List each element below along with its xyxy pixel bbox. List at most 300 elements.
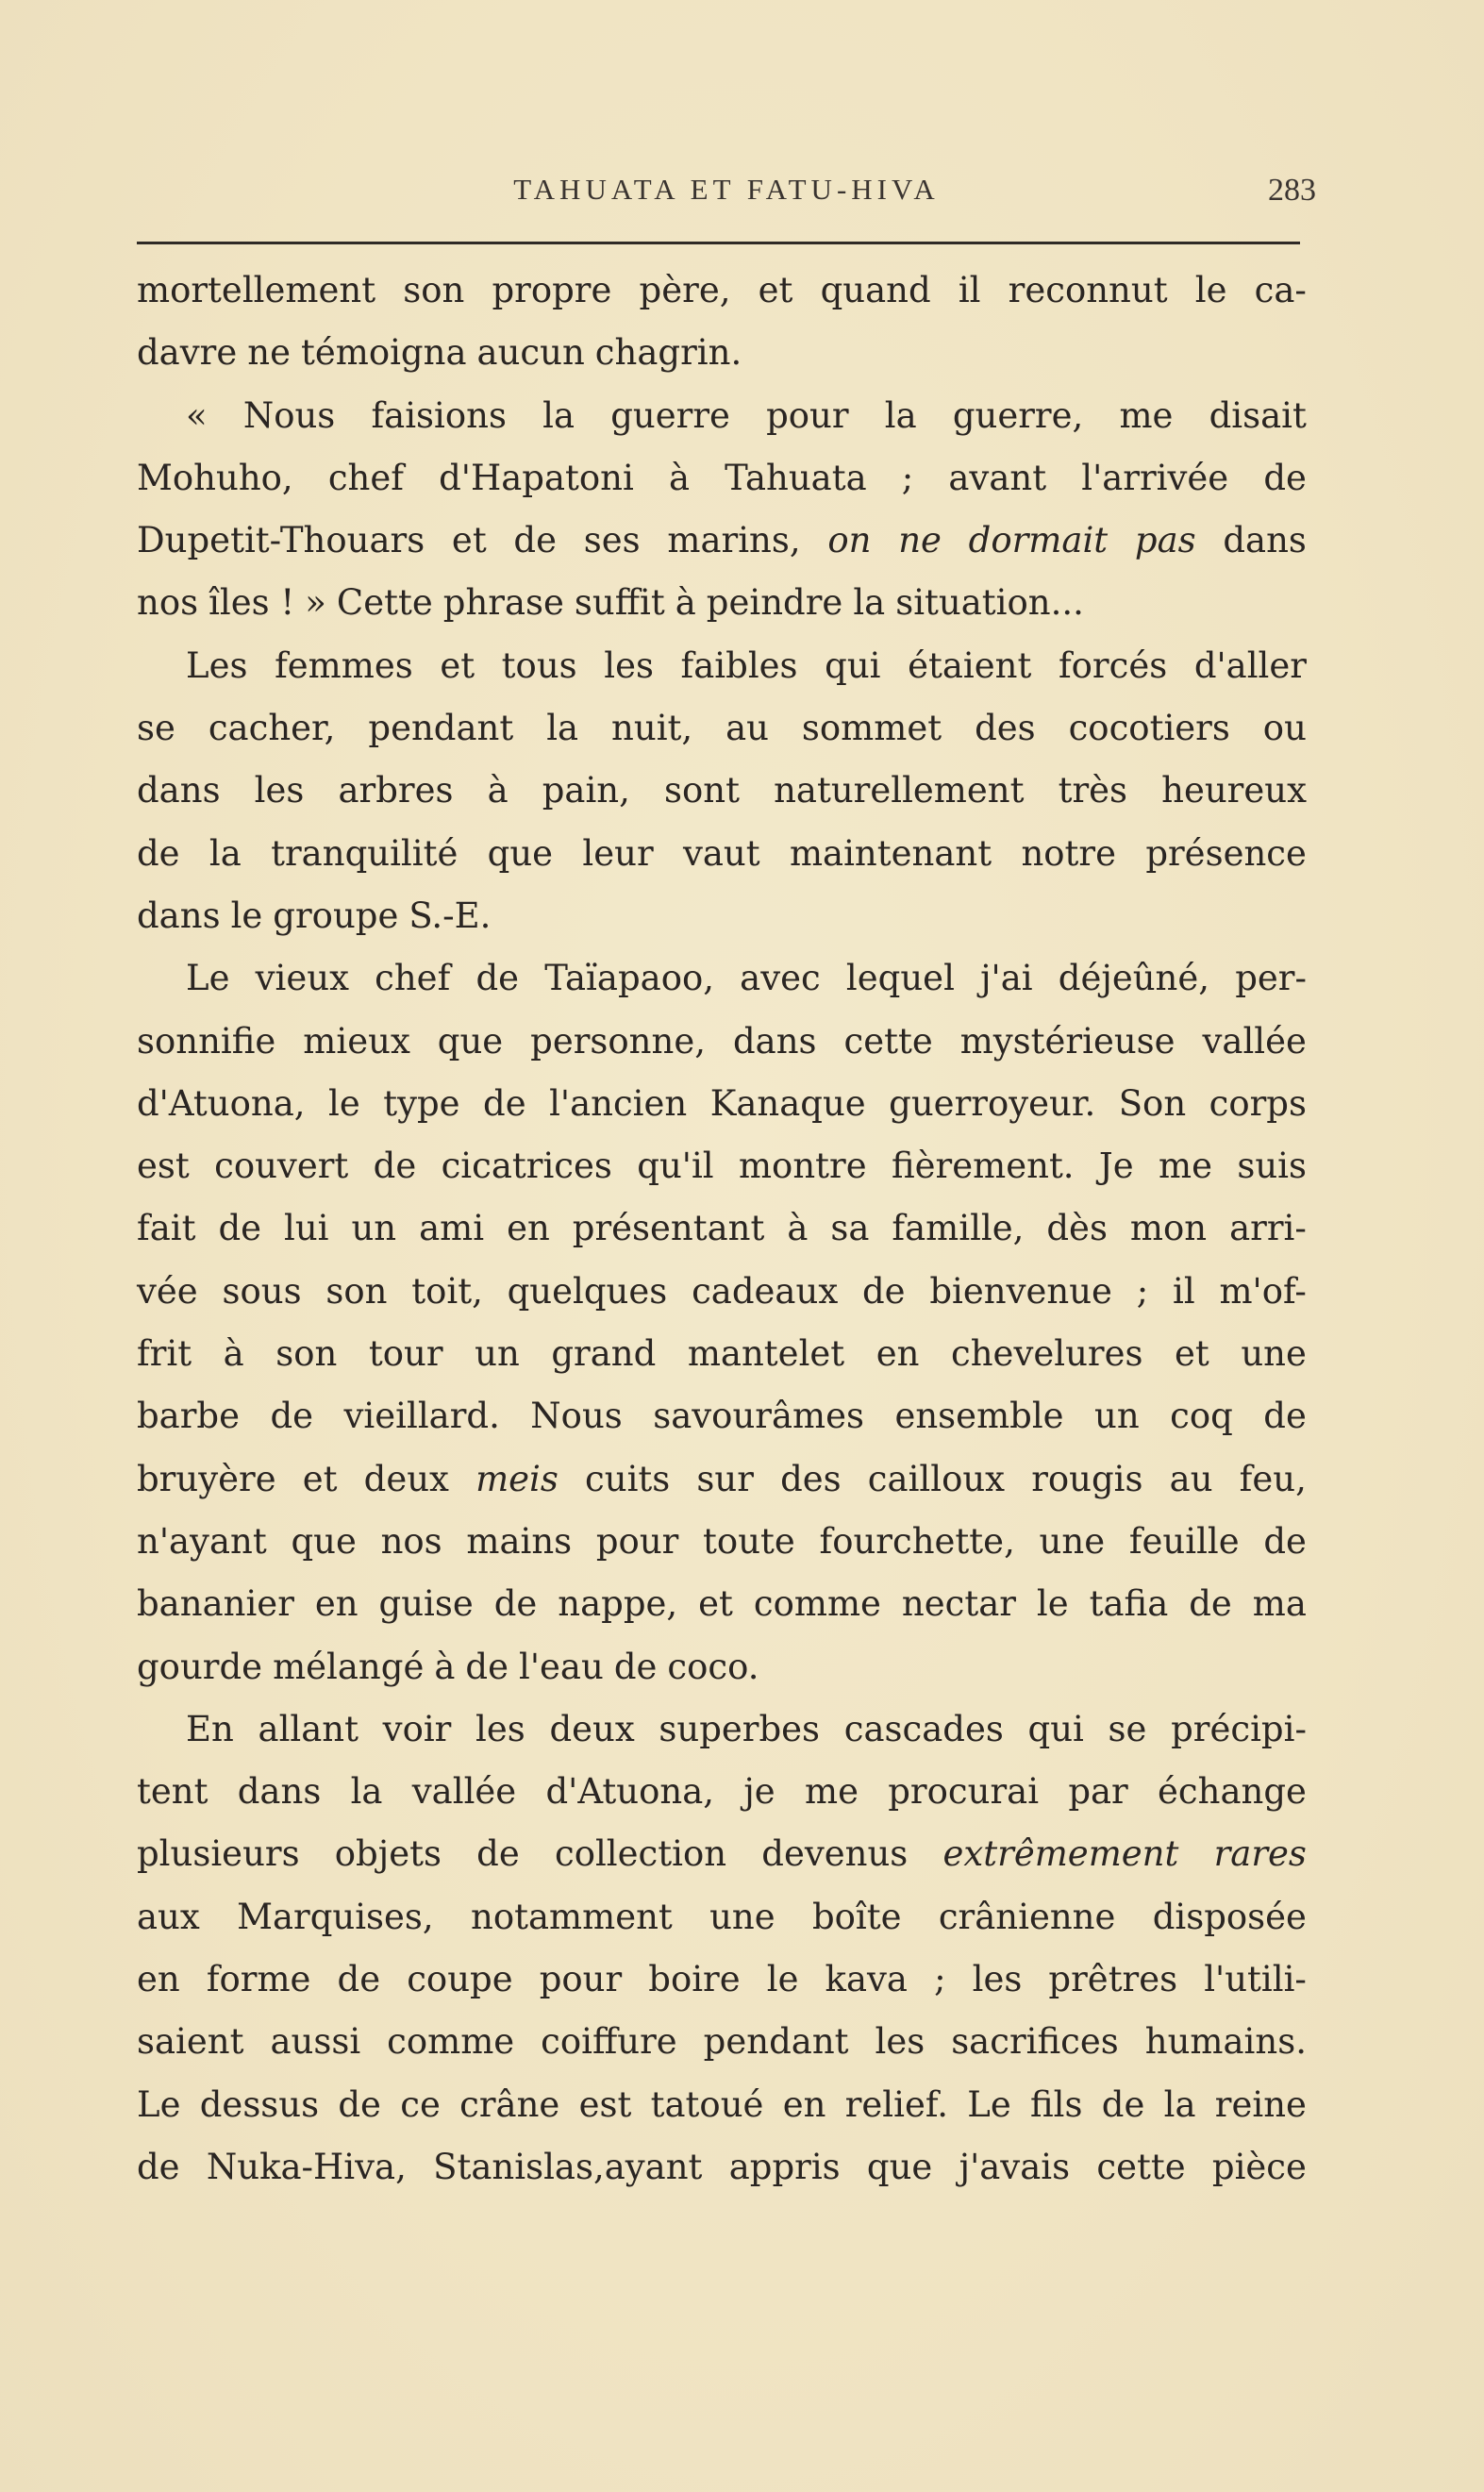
- word: que: [866, 2146, 933, 2187]
- word: des: [975, 708, 1036, 749]
- word: nappe,: [558, 1583, 678, 1625]
- word: présence: [1145, 832, 1307, 874]
- word: me: [804, 1771, 859, 1813]
- word: suis: [1237, 1146, 1307, 1187]
- word: de: [861, 1270, 906, 1312]
- word: d'aller: [1193, 644, 1307, 686]
- word: sonnifie: [137, 1020, 276, 1062]
- word: bienvenue: [929, 1270, 1112, 1312]
- word: notre: [1021, 832, 1116, 874]
- word: Les: [186, 644, 248, 686]
- word: guerre,: [952, 394, 1084, 436]
- word: couvert: [214, 1146, 349, 1187]
- word: frit: [137, 1333, 192, 1375]
- word: Son: [1118, 1082, 1187, 1124]
- word: toute: [703, 1520, 795, 1562]
- word: le: [328, 1082, 360, 1124]
- word: nectar: [901, 1583, 1016, 1625]
- word: corps: [1209, 1082, 1307, 1124]
- word: marins,: [667, 520, 801, 561]
- word: déjeûné,: [1058, 958, 1210, 999]
- word: dès: [1046, 1208, 1108, 1249]
- word: forcés: [1058, 644, 1168, 686]
- word: rougis: [1031, 1458, 1143, 1499]
- word: cascades: [843, 1708, 1004, 1749]
- word: échange: [1158, 1771, 1307, 1813]
- text-line: [137, 697, 1307, 760]
- word: de: [1101, 2083, 1145, 2125]
- word: bruyère: [137, 1458, 276, 1499]
- word: me: [1119, 394, 1174, 436]
- word: deux: [549, 1708, 635, 1749]
- word: forme: [206, 1959, 311, 2000]
- word: la: [853, 582, 886, 624]
- word: de: [1189, 1583, 1232, 1625]
- word: présentant: [572, 1208, 765, 1249]
- word: tour: [368, 1333, 443, 1375]
- word: son: [325, 1270, 388, 1312]
- word: père,: [639, 270, 731, 310]
- word: pendant: [368, 708, 514, 749]
- text-line: [137, 1886, 1307, 1948]
- text-line: [137, 1573, 1307, 1635]
- word: ensemble: [894, 1396, 1064, 1437]
- word: ami: [419, 1208, 485, 1249]
- word: lequel: [845, 958, 955, 999]
- word: dans: [1223, 520, 1307, 561]
- word: dans: [137, 770, 221, 811]
- word: boîte: [811, 1896, 902, 1937]
- word: le: [766, 1959, 799, 2000]
- word: arri-: [1229, 1208, 1307, 1249]
- word: tatoué: [650, 2083, 764, 2125]
- text-line: [137, 1073, 1307, 1135]
- word: maintenant: [789, 832, 992, 874]
- word: en: [782, 2083, 826, 2125]
- word: meis: [475, 1458, 559, 1499]
- word: de: [476, 1833, 520, 1875]
- word: fourchette,: [819, 1520, 1015, 1562]
- word: est: [578, 2083, 632, 2125]
- text-line: [137, 1448, 1307, 1511]
- word: de: [218, 1208, 262, 1249]
- word: mon: [1129, 1208, 1208, 1249]
- word: savourâmes: [653, 1396, 864, 1437]
- word: Le: [186, 958, 230, 999]
- word: pas: [1134, 520, 1196, 561]
- word: en: [875, 1333, 920, 1375]
- word: et: [758, 270, 793, 310]
- word: crânienne: [938, 1896, 1116, 1937]
- text-line: [137, 1011, 1307, 1073]
- word: phrase: [442, 582, 564, 624]
- word: les: [254, 770, 305, 811]
- word: de: [465, 1646, 509, 1687]
- word: ce: [400, 2083, 441, 2125]
- word: les: [604, 644, 654, 686]
- word: se: [137, 708, 175, 749]
- word: dessus: [199, 2083, 320, 2125]
- text-line: [137, 635, 1307, 697]
- text-line: [137, 572, 1307, 634]
- word: chevelures: [951, 1333, 1143, 1375]
- word: sur: [696, 1458, 754, 1499]
- word: vieillard.: [343, 1396, 500, 1437]
- word: pour: [595, 1520, 679, 1562]
- word: vallée: [411, 1771, 517, 1813]
- word: ;: [901, 457, 914, 498]
- text-line: [137, 823, 1307, 885]
- word: de: [475, 958, 520, 999]
- word: mystérieuse: [959, 1020, 1176, 1062]
- text-line: [137, 885, 1307, 947]
- word: des: [780, 1458, 842, 1499]
- word: me: [1159, 1146, 1212, 1187]
- word: ma: [1252, 1583, 1307, 1625]
- word: qui: [1027, 1708, 1084, 1749]
- word: vallée: [1202, 1020, 1307, 1062]
- word: mantelet: [687, 1333, 845, 1375]
- word: un: [475, 1333, 520, 1375]
- word: situation...: [895, 582, 1084, 624]
- page-header: [137, 173, 1316, 220]
- word: boire: [648, 1959, 741, 2000]
- word: dans: [237, 1771, 322, 1813]
- word: on: [827, 520, 872, 561]
- word: il: [1172, 1270, 1195, 1312]
- word: Marquises,: [237, 1896, 434, 1937]
- word: Taïapaoo,: [544, 958, 715, 999]
- word: un: [351, 1208, 397, 1249]
- word: à: [675, 582, 696, 624]
- word: de: [338, 2083, 381, 2125]
- word: cette: [1096, 2146, 1186, 2187]
- word: son: [275, 1333, 338, 1375]
- word: feuille: [1128, 1520, 1240, 1562]
- word: ne: [247, 332, 291, 374]
- word: n'ayant: [137, 1520, 267, 1562]
- word: de: [1263, 1520, 1307, 1562]
- header-rule: [137, 242, 1300, 244]
- word: crâne: [459, 2083, 560, 2125]
- word: le: [230, 895, 263, 936]
- word: appris: [728, 2146, 841, 2187]
- word: dans: [732, 1020, 817, 1062]
- word: chagrin.: [594, 332, 742, 374]
- word: dormait: [968, 520, 1109, 561]
- word: j'ai: [980, 958, 1033, 999]
- word: saient: [137, 2021, 244, 2063]
- word: cadeaux: [692, 1270, 839, 1312]
- word: une: [1039, 1520, 1106, 1562]
- word: ca-: [1254, 270, 1307, 310]
- word: nos: [137, 582, 199, 624]
- word: de: [137, 2146, 180, 2187]
- word: cuits: [585, 1458, 671, 1499]
- word: montre: [738, 1146, 867, 1187]
- word: comme: [753, 1583, 881, 1625]
- word: «: [186, 394, 208, 436]
- word: de: [483, 1082, 526, 1124]
- word: extrêmement: [942, 1833, 1179, 1875]
- word: peindre: [706, 582, 843, 624]
- word: feu,: [1239, 1458, 1307, 1499]
- word: très: [1058, 770, 1128, 811]
- word: étaient: [908, 644, 1032, 686]
- word: pour: [539, 1959, 623, 2000]
- word: davre: [137, 332, 238, 374]
- word: en: [507, 1208, 550, 1249]
- text-line: [137, 1823, 1307, 1885]
- word: famille,: [892, 1208, 1025, 1249]
- word: disait: [1209, 394, 1307, 436]
- word: coupe: [407, 1959, 513, 2000]
- word: la: [884, 394, 917, 436]
- word: tranquilité: [271, 832, 459, 874]
- word: mortellement: [137, 270, 376, 310]
- word: le: [1194, 270, 1227, 310]
- text-line: [137, 947, 1307, 1010]
- word: Dupetit-Thouars: [137, 520, 425, 561]
- word: prêtres: [1048, 1959, 1178, 2000]
- word: coq: [1170, 1396, 1233, 1437]
- word: cicatrices: [441, 1146, 612, 1187]
- word: naturellement: [774, 770, 1025, 811]
- word: l'eau: [519, 1646, 604, 1687]
- word: heureux: [1161, 770, 1307, 811]
- word: chef: [327, 457, 404, 498]
- body-text: [137, 259, 1307, 2199]
- word: à: [223, 1333, 244, 1375]
- word: »: [305, 582, 326, 624]
- word: de: [373, 1146, 417, 1187]
- word: superbes: [659, 1708, 821, 1749]
- word: per-: [1235, 958, 1307, 999]
- text-line: [137, 1948, 1307, 2011]
- word: l'ancien: [549, 1082, 688, 1124]
- word: S.-E.: [409, 895, 492, 936]
- word: objets: [334, 1833, 442, 1875]
- word: coiffure: [541, 2021, 677, 2063]
- word: avant: [948, 457, 1047, 498]
- word: bananier: [137, 1583, 294, 1625]
- word: au: [725, 708, 769, 749]
- word: chef: [375, 958, 451, 999]
- text-line: [137, 447, 1307, 510]
- word: sous: [222, 1270, 302, 1312]
- word: devenus: [761, 1833, 909, 1875]
- word: les: [475, 1708, 525, 1749]
- word: Nuka-Hiva,: [206, 2146, 407, 2187]
- word: reconnut: [1008, 270, 1168, 310]
- word: En: [186, 1708, 234, 1749]
- word: l'utili-: [1204, 1959, 1307, 2000]
- word: pain,: [542, 770, 630, 811]
- word: ou: [1262, 708, 1307, 749]
- word: que: [437, 1020, 504, 1062]
- word: gourde: [137, 1646, 263, 1687]
- word: Cette: [336, 582, 433, 624]
- word: à: [787, 1208, 809, 1249]
- word: qui: [825, 644, 881, 686]
- word: notamment: [470, 1896, 673, 1937]
- text-line: [137, 259, 1307, 322]
- running-title: TAHUATA ET FATU-HIVA: [513, 173, 940, 206]
- word: Mohuho,: [137, 457, 293, 498]
- word: faibles: [680, 644, 798, 686]
- word: en: [137, 1959, 180, 2000]
- word: en: [314, 1583, 358, 1625]
- word: allant: [258, 1708, 358, 1749]
- word: tent: [137, 1771, 208, 1813]
- word: que: [487, 832, 554, 874]
- word: les: [875, 2021, 925, 2063]
- word: le: [1036, 1583, 1069, 1625]
- page-number: 283: [1268, 173, 1316, 208]
- word: et: [1175, 1333, 1209, 1375]
- text-line: [137, 1385, 1307, 1447]
- word: de: [270, 1396, 314, 1437]
- word: de: [613, 1646, 658, 1687]
- word: comme: [387, 2021, 515, 2063]
- word: témoigna: [300, 332, 467, 374]
- word: son: [403, 270, 465, 310]
- word: la: [350, 1771, 383, 1813]
- word: mains: [466, 1520, 573, 1562]
- word: sommet: [801, 708, 942, 749]
- word: sa: [830, 1208, 870, 1249]
- word: tafia: [1089, 1583, 1169, 1625]
- word: une: [1241, 1333, 1307, 1375]
- word: dans: [137, 895, 221, 936]
- word: se: [1108, 1708, 1147, 1749]
- word: de: [1263, 457, 1307, 498]
- word: l'arrivée: [1081, 457, 1229, 498]
- text-line: [137, 1636, 1307, 1698]
- word: m'of-: [1219, 1270, 1307, 1312]
- word: fils: [1030, 2083, 1083, 2125]
- word: à: [668, 457, 691, 498]
- word: de: [493, 1583, 538, 1625]
- word: je: [743, 1771, 775, 1813]
- word: et: [440, 644, 475, 686]
- word: fait: [137, 1208, 196, 1249]
- word: de: [513, 520, 558, 561]
- word: qu'il: [637, 1146, 714, 1187]
- text-line: [137, 1197, 1307, 1260]
- word: sacrifices: [951, 2021, 1119, 2063]
- word: coco.: [667, 1646, 759, 1687]
- word: par: [1068, 1771, 1128, 1813]
- word: est: [137, 1146, 190, 1187]
- word: relief.: [844, 2083, 948, 2125]
- word: disposée: [1152, 1896, 1307, 1937]
- word: un: [1094, 1396, 1140, 1437]
- word: kava: [825, 1959, 908, 2000]
- word: et: [451, 520, 487, 561]
- word: il: [958, 270, 981, 310]
- word: faisions: [371, 394, 507, 436]
- word: j'avais: [959, 2146, 1071, 2187]
- word: d'Atuona,: [545, 1771, 715, 1813]
- word: lui: [284, 1208, 329, 1249]
- word: ses: [583, 520, 641, 561]
- text-line: [137, 1698, 1307, 1761]
- word: de: [1263, 1396, 1307, 1437]
- word: à: [487, 770, 509, 811]
- word: Je: [1098, 1146, 1134, 1187]
- word: et: [302, 1458, 338, 1499]
- word: deux: [363, 1458, 449, 1499]
- word: personne,: [530, 1020, 706, 1062]
- word: précipi-: [1171, 1708, 1307, 1749]
- word: vieux: [255, 958, 349, 999]
- word: reine: [1214, 2083, 1307, 2125]
- word: vée: [137, 1270, 198, 1312]
- word: arbres: [338, 770, 454, 811]
- word: groupe: [273, 895, 399, 936]
- word: plusieurs: [137, 1833, 300, 1875]
- word: nuit,: [611, 708, 693, 749]
- word: quelques: [507, 1270, 668, 1312]
- word: pendant: [703, 2021, 849, 2063]
- word: à: [434, 1646, 456, 1687]
- word: vaut: [682, 832, 760, 874]
- word: et: [698, 1583, 733, 1625]
- word: guerre: [610, 394, 730, 436]
- word: îles !: [208, 582, 295, 624]
- word: leur: [582, 832, 654, 874]
- word: au: [1169, 1458, 1213, 1499]
- text-line: [137, 760, 1307, 822]
- text-line: [137, 2011, 1307, 2073]
- word: ;: [1136, 1270, 1149, 1312]
- text-line: [137, 2074, 1307, 2136]
- word: cailloux: [867, 1458, 1006, 1499]
- word: Nous: [242, 394, 336, 436]
- word: femmes: [275, 644, 413, 686]
- word: Le: [967, 2083, 1011, 2125]
- word: aussi: [270, 2021, 361, 2063]
- word: sont: [664, 770, 740, 811]
- text-line: [137, 1135, 1307, 1197]
- text-line: [137, 1261, 1307, 1323]
- word: la: [546, 708, 579, 749]
- word: de: [337, 1959, 381, 2000]
- text-line: [137, 1323, 1307, 1385]
- word: Tahuata: [725, 457, 867, 498]
- word: suffit: [574, 582, 665, 624]
- word: toit,: [411, 1270, 483, 1312]
- word: ne: [898, 520, 942, 561]
- word: la: [208, 832, 242, 874]
- word: cacher,: [208, 708, 336, 749]
- word: les: [972, 1959, 1023, 2000]
- word: fièrement.: [891, 1146, 1075, 1187]
- word: humains.: [1144, 2021, 1307, 2063]
- word: voir: [382, 1708, 452, 1749]
- word: la: [1163, 2083, 1196, 2125]
- word: quand: [820, 270, 931, 310]
- word: guerroyeur.: [889, 1082, 1096, 1124]
- word: pour: [766, 394, 849, 436]
- word: aux: [137, 1896, 200, 1937]
- text-line: [137, 322, 1307, 384]
- word: avec: [740, 958, 821, 999]
- word: d'Hapatoni: [439, 457, 634, 498]
- word: la: [542, 394, 575, 436]
- text-line: [137, 385, 1307, 447]
